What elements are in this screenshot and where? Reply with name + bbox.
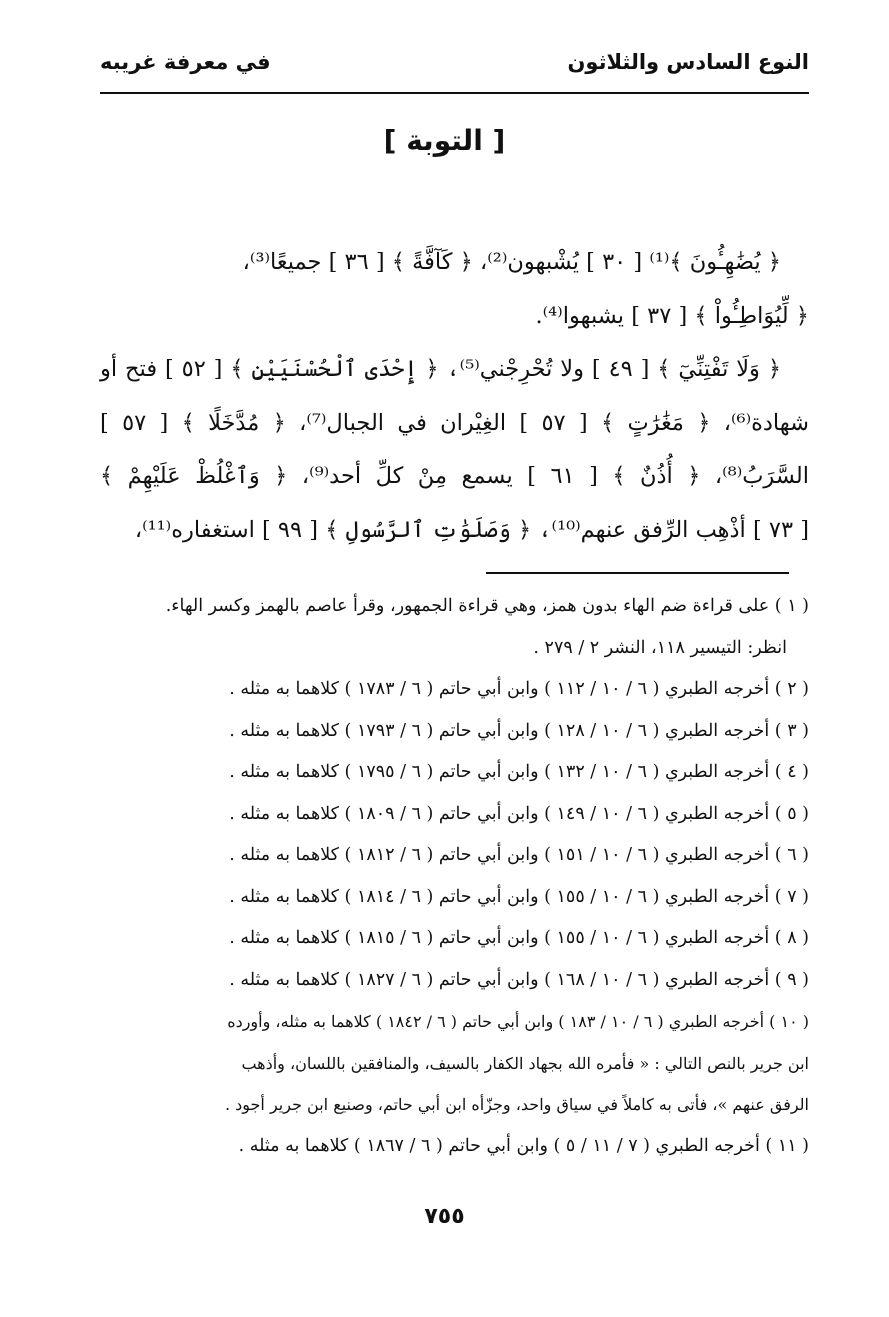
quran-word: ﴿ لِّيُوَاطِـُٔواْ ﴾ xyxy=(694,302,809,329)
gloss: [ ٣٠ ] يُشْبهون⁽²⁾، xyxy=(479,249,643,275)
footnotes xyxy=(100,586,809,1167)
quran-word: ﴿ مَغَٰرَٰتٍ ﴾ xyxy=(601,409,711,436)
footnote-10-continued: الرفق عنهم »، فأتى به كاملاً في سياق واحد، وجزّأه ابن أبي حاتم، وصنيع ابن جرير أجود . xyxy=(224,1095,809,1114)
footnote-10-continued: ابن جرير بالنص التالي : « فأمره الله بجهاد الكفار بالسيف، والمنافقين باللسان، وأذهب xyxy=(241,1053,809,1073)
quran-word: ﴿ وَٱغْلُظْ عَلَيْهِمْ ﴾ xyxy=(100,463,288,489)
gloss: [ ٣٧ ] يشبهوا⁽⁴⁾. xyxy=(535,302,688,329)
footnote-3: ( ٣ ) أخرجه الطبري ( ٦ / ١٠ / ١٢٨ ) وابن أبي حاتم ( ٦ / ١٧٩٣ ) كلاهما به مثله . xyxy=(229,720,809,741)
quran-word: ﴿ وَلَا تَفْتِنِّيٓ ﴾ xyxy=(657,356,781,382)
quran-word: ﴿ كَآفَّةً ﴾ xyxy=(391,249,473,275)
gloss: [ ٤٩ ] ولا تُحْرِجْني⁽⁵⁾، xyxy=(446,356,650,382)
gloss: [ ٣٦ ] جميعًا⁽³⁾، xyxy=(242,249,385,275)
footnote-5: ( ٥ ) أخرجه الطبري ( ٦ / ١٠ / ١٤٩ ) وابن أبي حاتم ( ٦ / ١٨٠٩ ) كلاهما به مثله . xyxy=(229,803,809,824)
gloss: [ ٧٣ ] أذْهِب الرِّفق عنهم⁽¹⁰⁾، xyxy=(538,516,809,543)
running-header xyxy=(100,50,809,94)
footnote-7: ( ٧ ) أخرجه الطبري ( ٦ / ١٠ / ١٥٥ ) وابن أبي حاتم ( ٦ / ١٨١٤ ) كلاهما به مثله . xyxy=(229,886,809,907)
footnote-4: ( ٤ ) أخرجه الطبري ( ٦ / ١٠ / ١٣٢ ) وابن أبي حاتم ( ٦ / ١٧٩٥ ) كلاهما به مثله . xyxy=(229,762,809,782)
footnote-6: ( ٦ ) أخرجه الطبري ( ٦ / ١٠ / ١٥١ ) وابن أبي حاتم ( ٦ / ١٨١٢ ) كلاهما به مثله . xyxy=(229,845,809,865)
page-number: ٧٥٥ xyxy=(424,1204,465,1229)
quran-word: ﴿ أُذُنٌ ﴾ xyxy=(612,463,701,489)
footnote-8: ( ٨ ) أخرجه الطبري ( ٦ / ١٠ / ١٥٥ ) وابن أبي حاتم ( ٦ / ١٨١٥ ) كلاهما به مثله . xyxy=(229,928,809,948)
footnote-separator xyxy=(486,572,789,574)
gloss: [ ٥٢ ] فتح أو xyxy=(100,356,223,382)
footnote-1-continued: انظر: التيسير ١١٨، النشر ٢ / ٢٧٩ . xyxy=(533,637,787,658)
footnote-11: ( ١١ ) أخرجه الطبري ( ٧ / ١١ / ٥ ) وابن أبي حاتم ( ٦ / ١٨٦٧ ) كلاهما به مثله . xyxy=(238,1135,809,1156)
main-text xyxy=(100,236,809,557)
main-paragraph-2 xyxy=(100,343,809,557)
gloss: [ ٥٧ ] xyxy=(100,409,169,436)
header-section-title: في معرفة غريبه xyxy=(100,50,271,74)
main-line-2 xyxy=(100,290,809,344)
main-line-1 xyxy=(100,236,809,290)
quran-word: ﴿ إِحْدَى ٱلْحُسْنَيَيْنِ ﴾ xyxy=(230,356,439,382)
gloss: [ ٦١ ] يسمع مِنْ كلِّ أحد⁽⁹⁾، xyxy=(301,463,598,489)
header-chapter-title: النوع السادس والثلاثون xyxy=(567,50,809,74)
quran-word: ﴿ مُدَّخَلًا ﴾ xyxy=(181,409,286,436)
surah-title: [ التوبة ] xyxy=(383,124,506,157)
gloss: السَّرَبُ⁽⁸⁾، xyxy=(714,463,810,489)
gloss: شهادة⁽⁶⁾، xyxy=(723,409,809,436)
footnote-2: ( ٢ ) أخرجه الطبري ( ٦ / ١٠ / ١١٢ ) وابن أبي حاتم ( ٦ / ١٧٨٣ ) كلاهما به مثله . xyxy=(229,679,809,699)
quran-word: ﴿ يُضَٰهِـُٔونَ ﴾⁽¹⁾ xyxy=(649,249,781,275)
gloss: [ ٥٧ ] الغِيْران في الجبال⁽⁷⁾، xyxy=(299,409,588,436)
footnote-10: ( ١٠ ) أخرجه الطبري ( ٦ / ١٠ / ١٨٣ ) وابن أبي حاتم ( ٦ / ١٨٤٢ ) كلاهما به مثله، وأورده xyxy=(227,1012,809,1031)
footnote-1: ( ١ ) على قراءة ضم الهاء بدون همز، وهي قراءة الجمهور، وقرأ عاصم بالهمز وكسر الهاء. xyxy=(165,596,809,616)
quran-word: ﴿ وَصَلَوَٰتِ ٱلرَّسُولِ ﴾ xyxy=(325,516,532,543)
footnote-9: ( ٩ ) أخرجه الطبري ( ٦ / ١٠ / ١٦٨ ) وابن أبي حاتم ( ٦ / ١٨٢٧ ) كلاهما به مثله . xyxy=(229,969,809,990)
gloss: [ ٩٩ ] استغفاره⁽¹¹⁾، xyxy=(134,516,319,543)
